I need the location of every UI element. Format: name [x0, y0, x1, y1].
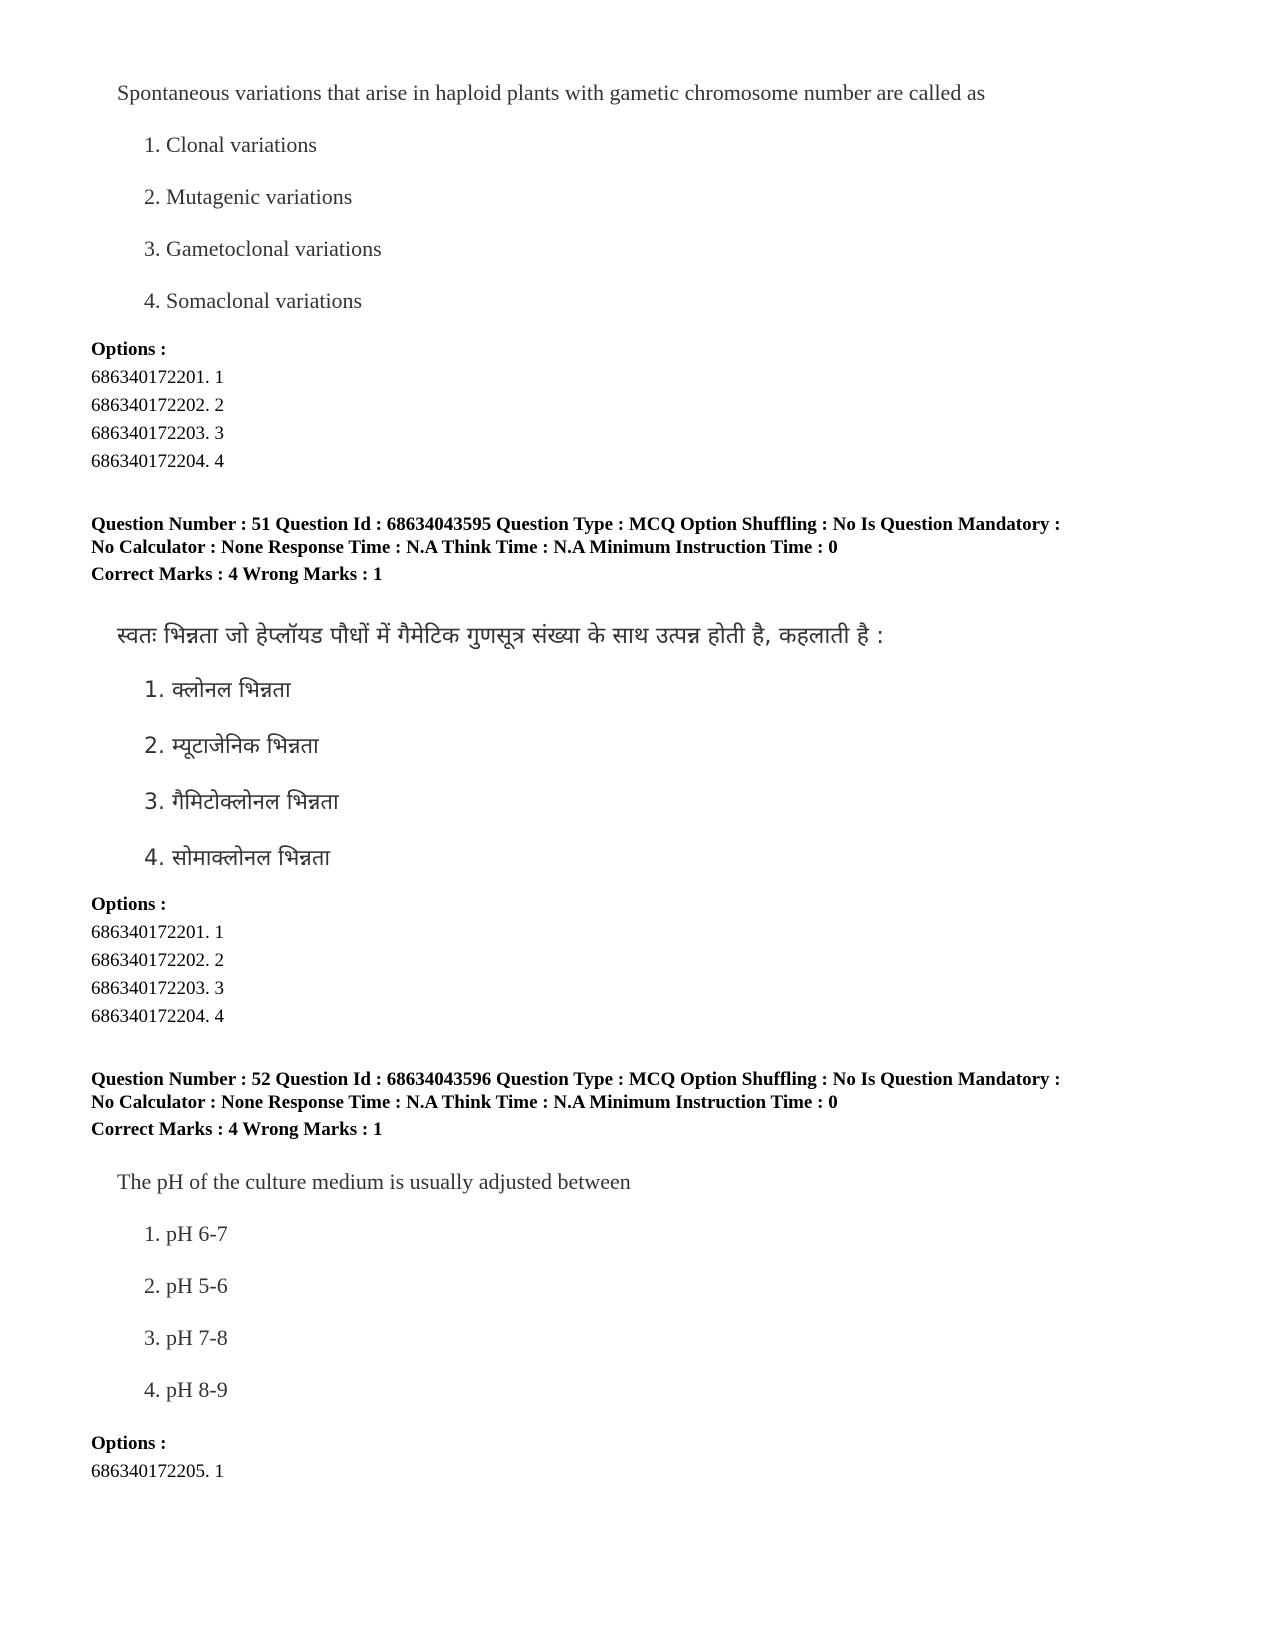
question-text: The pH of the culture medium is usually adjusted between [117, 1169, 631, 1194]
question-meta: Question Number : 52 Question Id : 68634043596 Question Type : MCQ Option Shuffling : No Is Question Mandatory : [91, 1069, 1061, 1090]
answer-choice: 1. क्लोनल भिन्नता [144, 678, 291, 703]
answer-choice: 3. Gametoclonal variations [144, 236, 382, 261]
option-id: 686340172201. 1 [91, 367, 224, 388]
question-marks: Correct Marks : 4 Wrong Marks : 1 [91, 564, 383, 585]
option-id: 686340172202. 2 [91, 950, 224, 971]
option-id: 686340172205. 1 [91, 1461, 224, 1482]
question-text: स्वतः भिन्नता जो हेप्लॉयड पौधों में गैमेटिक गुणसूत्र संख्या के साथ उत्पन्न होती है, कहलाती है : [117, 623, 884, 649]
option-id: 686340172201. 1 [91, 922, 224, 943]
answer-choice: 1. Clonal variations [144, 132, 317, 157]
options-label: Options : [91, 339, 167, 360]
answer-choice: 1. pH 6-7 [144, 1221, 228, 1246]
answer-choice: 4. Somaclonal variations [144, 288, 363, 313]
answer-choice: 2. pH 5-6 [144, 1273, 228, 1298]
options-label: Options : [91, 1433, 167, 1454]
answer-choice: 4. सोमाक्लोनल भिन्नता [144, 846, 331, 871]
question-meta: No Calculator : None Response Time : N.A Think Time : N.A Minimum Instruction Time : 0 [91, 1092, 838, 1113]
option-id: 686340172202. 2 [91, 395, 224, 416]
option-id: 686340172203. 3 [91, 978, 224, 999]
option-id: 686340172204. 4 [91, 451, 224, 472]
option-id: 686340172203. 3 [91, 423, 224, 444]
answer-choice: 4. pH 8-9 [144, 1377, 228, 1402]
option-id: 686340172204. 4 [91, 1006, 224, 1027]
options-label: Options : [91, 894, 167, 915]
answer-choice: 2. Mutagenic variations [144, 184, 353, 209]
answer-choice: 3. pH 7-8 [144, 1325, 228, 1350]
answer-choice: 3. गैमिटोक्लोनल भिन्नता [144, 790, 339, 815]
answer-choice: 2. म्यूटाजेनिक भिन्नता [144, 734, 319, 759]
question-marks: Correct Marks : 4 Wrong Marks : 1 [91, 1119, 383, 1140]
question-text: Spontaneous variations that arise in haploid plants with gametic chromosome number are called as [117, 80, 986, 105]
question-meta: No Calculator : None Response Time : N.A Think Time : N.A Minimum Instruction Time : 0 [91, 537, 838, 558]
question-meta: Question Number : 51 Question Id : 68634043595 Question Type : MCQ Option Shuffling : No Is Question Mandatory : [91, 514, 1061, 535]
